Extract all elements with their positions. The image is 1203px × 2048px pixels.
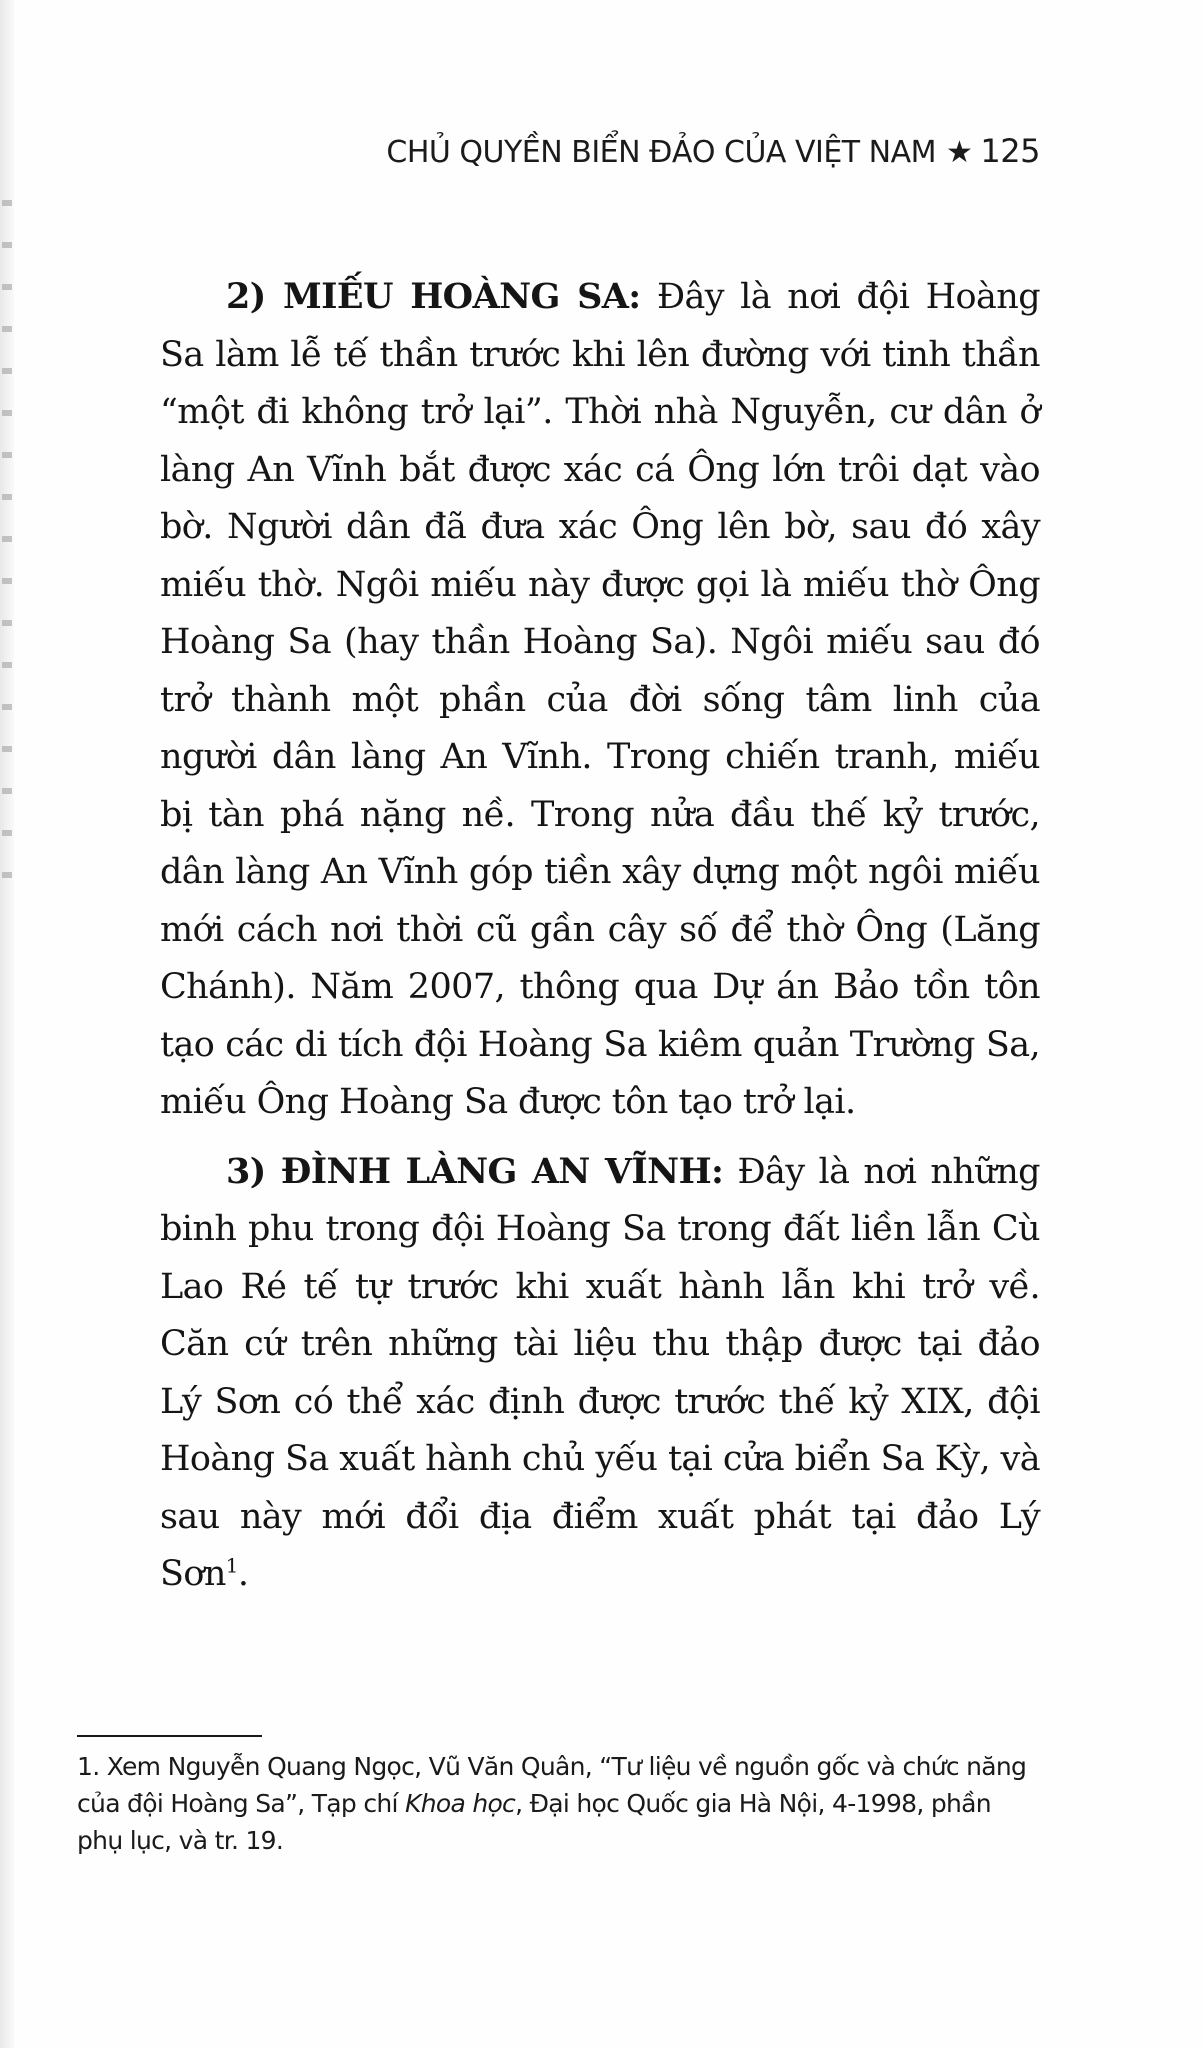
paragraph-dinh-lang-an-vinh bbox=[160, 1143, 1040, 1604]
footnote-reference[interactable]: 1 bbox=[225, 1553, 238, 1578]
page-number: 125 bbox=[980, 132, 1040, 170]
footnote-1 bbox=[77, 1748, 1042, 1859]
adjacent-page-edge-marks bbox=[2, 200, 12, 880]
footnote-text-end: , Đại học Quốc gia Hà Nội, 4-1998, phần phụ lục, và tr. 19. bbox=[77, 1789, 991, 1855]
footnote-journal-title: Khoa học bbox=[405, 1789, 516, 1818]
page-binding-edge bbox=[0, 0, 14, 2048]
paragraph-heading: 3) ĐÌNH LÀNG AN VĨNH: bbox=[226, 1150, 724, 1192]
footnote-text-start: 1. Xem Nguyễn Quang Ngọc, Vũ Văn Quân, “Tư liệu về nguồn gốc và chức năng của đội Hoàng Sa”, Tạp chí bbox=[77, 1752, 1027, 1818]
running-header bbox=[0, 132, 1040, 170]
paragraph-mieu-hoang-sa bbox=[160, 268, 1040, 1132]
body-text bbox=[160, 268, 1040, 1604]
footnote-divider bbox=[77, 1735, 262, 1737]
paragraph-text: Đây là nơi đội Hoàng Sa làm lễ tế thần trước khi lên đường với tinh thần “một đi không trở lại”. Thời nhà Nguyễn, cư dân ở làng An Vĩnh bắt được xác cá Ông lớn trôi dạt vào bờ. Người dân đã đưa xác Ông lên bờ, sau đó xây miếu thờ. Ngôi miếu này được gọi là miếu thờ Ông Hoàng Sa (hay thần Hoàng Sa). Ngôi miếu sau đó trở thành một phần của đời sống tâm linh của người dân làng An Vĩnh. Trong chiến tranh, miếu bị tàn phá nặng nề. Trong nửa đầu thế kỷ trước, dân làng An Vĩnh góp tiền xây dựng một ngôi miếu mới cách nơi thời cũ gần cây số để thờ Ông (Lăng Chánh). Năm 2007, thông qua Dự án Bảo tồn tôn tạo các di tích đội Hoàng Sa kiêm quản Trường Sa, miếu Ông Hoàng Sa được tôn tạo trở lại. bbox=[160, 277, 1040, 1122]
paragraph-text: Đây là nơi những binh phu trong đội Hoàng Sa trong đất liền lẫn Cù Lao Ré tế tự trước khi xuất hành lẫn khi trở về. Căn cứ trên những tài liệu thu thập được tại đảo Lý Sơn có thể xác định được trước thế kỷ XIX, đội Hoàng Sa xuất hành chủ yếu tại cửa biển Sa Kỳ, và sau này mới đổi địa điểm xuất phát tại đảo Lý Sơn bbox=[160, 1151, 1040, 1594]
running-title: CHỦ QUYỀN BIỂN ĐẢO CỦA VIỆT NAM bbox=[386, 135, 937, 170]
paragraph-heading: 2) MIẾU HOÀNG SA: bbox=[226, 276, 641, 317]
star-icon: ★ bbox=[946, 135, 973, 170]
paragraph-trailing-punct: . bbox=[237, 1554, 249, 1594]
